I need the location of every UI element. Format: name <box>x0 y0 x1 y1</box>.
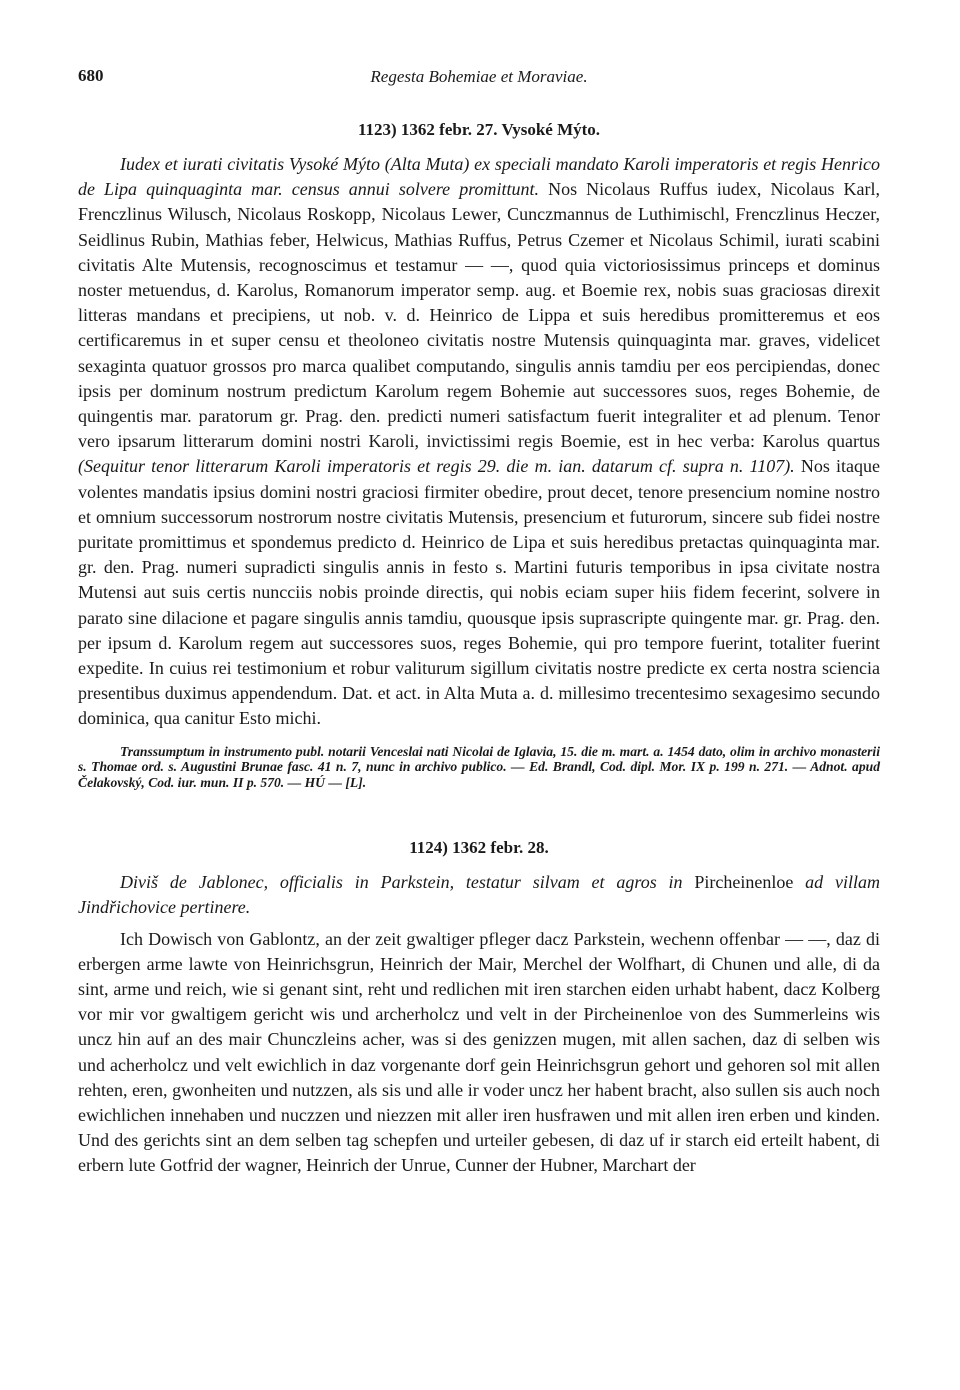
page-header <box>78 66 880 94</box>
entry-text-part1: Nos Nicolaus Ruffus iudex, Nicolaus Karl, Frenczlinus Wilusch, Nicolaus Roskopp, Nicolaus Lewer, Cunczmannus de Luthimischl, Frenczlinus Heczer, Seidlinus Rubin, Mathias feber, Helwicus, Mathias Ruffus, Petrus Czemer et Nicolaus Schimil, iurati scabini civitatis Alte Mutensis, recognoscimus et testamur — —, quod quia victoriosissimus princeps et dominus noster metuendus, d. Karolus, Romanorum imperator semp. aug. et Boemie rex, nobis suas graciosas direxit litteras mandans et precipiens, ut nob. v. d. Heinrico de Lippa et suis heredibus promitteremus et eos certificaremus in et super censu et theoloneo civitatis nostre Mutensis quinquaginta mar. graves, videlicet sexaginta quatuor grossos pro marca qualibet computando, singulis annis tamdiu per eos percipiendas, donec ipsis per dominum nostrum predictum Karolum regem Bohemie aut successores suos, reges Bohemie, de quingentis mar. paratorum gr. Prag. den. predicti numeri satisfactum fuerit integraliter et ad plenum. Tenor vero ipsarum litterarum domini nostri Karoli, invictissimi regis Boemie, est in hec verba: Karolus quartus <box>78 179 880 452</box>
entry-regest-part1: Diviš de Jablonec, officialis in Parkstein, testatur silvam et agros in <box>120 872 695 893</box>
document-entry-1124 <box>78 838 880 1178</box>
entry-heading: 1124) 1362 febr. 28. <box>409 838 549 858</box>
entry-heading: 1123) 1362 febr. 27. Vysoké Mýto. <box>357 120 601 139</box>
entry-regest: Iudex et iurati civitatis Vysoké Mýto (Alta Muta) ex speciali mandato Karoli imperatoris et regis Henrico de Lipa quinquaginta mar. census annui solvere promittunt. <box>78 154 880 200</box>
entry-regest-part2: ad villam Jindřichovice pertinere. <box>78 872 880 918</box>
entry-regest <box>78 870 880 920</box>
running-title: Regesta Bohemiae et Moraviae. <box>370 67 588 86</box>
entry-source-note: Transsumptum in instrumento publ. notarii Venceslai nati Nicolai de Iglavia, 15. die m. mart. a. 1454 dato, olim in archivo monasterii s. Thomae ord. s. Augustini Brunae fasc. 41 n. 7, nunc in archivo publico. — Ed. Brandl, Cod. dipl. Mor. IX p. 199 n. 271. — Adnot. apud Čelakovský, Cod. iur. mun. II p. 570. — HÚ — [L]. <box>78 743 880 790</box>
entry-body <box>78 152 880 732</box>
entry-text-italic: (Sequitur tenor litterarum Karoli imperatoris et regis 29. die m. ian. datarum cf. supra n. 1107). <box>78 456 795 477</box>
document-entry-1123 <box>78 120 880 790</box>
entry-body: Ich Dowisch von Gablontz, an der zeit gwaltiger pfleger dacz Parkstein, wechenn offenbar — —, daz di erbergen arme lawte von Heinrichsgrun, Heinrich der Mair, Merchel der Wolfhart, di Chunen und alle, di da sint, arme und reich, wie si genant sint, reht und redlichen mit iren starchen eiden urhabt habent, dacz Kolberg vor mir vor gwaltigem gericht wis und archerholcz und velt in der Pircheinenloe von des Summerleins wis uncz hin auf an des mair Chunczleins acher, was si des genizzen mugen, mit allen sachen, daz di selben wis und acherholcz und velt ewichlich in daz vorgenante dorf gein Heinrichsgrun gehort und gehoren sol mit allen rehten, eren, gwonheiten und nutzzen, als sis und alle ir voder uncz her habent bracht, also sullen sis auch noch ewichlichen innehaben und nuczzen und niezzen mit aller iren husfrawen und mit allen iren erben und kinden. Und des gerichts sint an dem selben tag schepfen und urteiler gebesen, di daz uf ir starch eid erteilt habent, di erbern lute Gotfrid der wagner, Heinrich der Unrue, Cunner der Hubner, Marchart der <box>78 928 880 1176</box>
entry-text-part2: Nos itaque volentes mandatis ipsius domini nostri graciosi firmiter obedire, prout decet, tenore presencium nomine nostro et omnium successorum nostrorum nostre civitatis Mutensis, presencium et futurorum, sincere sub fidei nostre puritate promittimus et spondemus predicto d. Heinrico de Lipa et suis heredibus pretactas quinquaginta mar. gr. den. Prag. numeri supradicti singulis annis in festo s. Martini futuris temporibus in ipsa civitate nostra Mutensi aut suis certis nuncciis nobis proinde directis, qui nobis eciam super hiis fidem fecerint, solvere in parato sine dilacione et pagare singulis annis tamdiu, quousque ipsis suprascripte quingente mar. gr. Prag. den. per ipsum d. Karolum regem aut successores suos, reges Bohemie, qui pro tempore fuerint, totaliter fuerint expedite. In cuius rei testimonium et robur valiturum sigillum civitatis nostre predicte ex certa nostra sciencia presentibus duximus appendendum. Dat. et act. in Alta Muta a. d. millesimo trecentesimo sexagesimo secundo dominica, qua canitur Esto michi. <box>78 456 880 729</box>
page-number: 680 <box>78 66 104 85</box>
entry-regest-placename: Pircheinenloe <box>694 872 794 893</box>
document-page <box>78 66 880 1179</box>
